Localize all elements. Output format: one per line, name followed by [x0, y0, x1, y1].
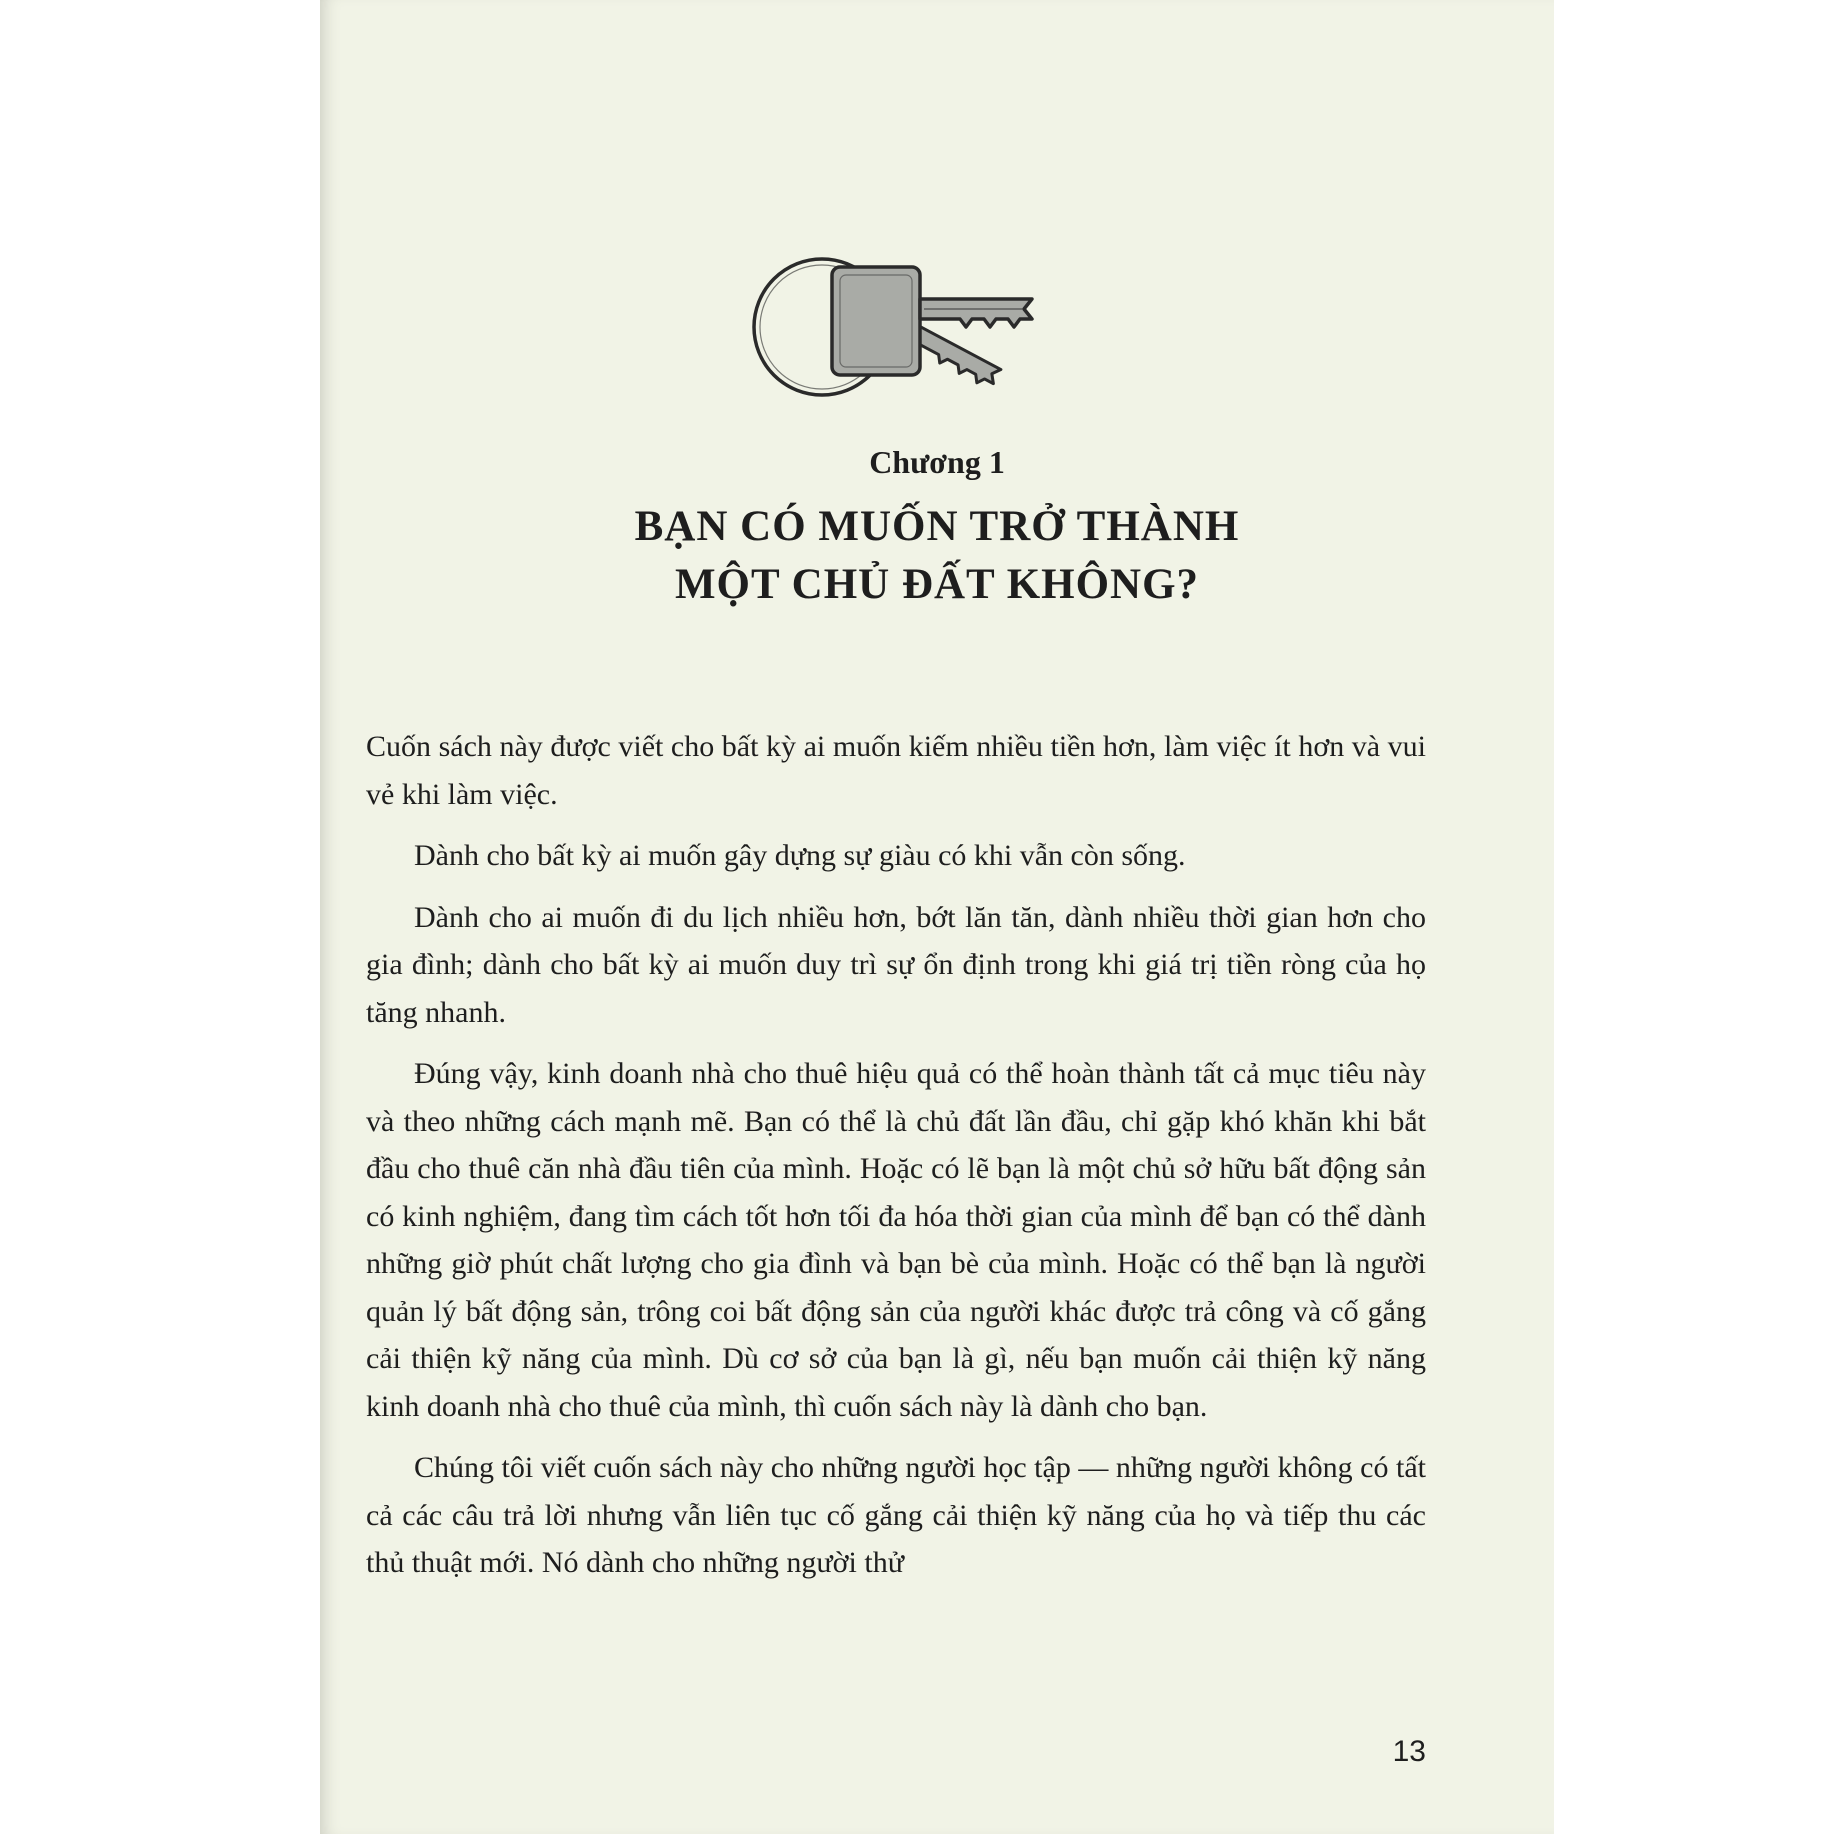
chapter-title-line-2: MỘT CHỦ ĐẤT KHÔNG? — [674, 561, 1200, 608]
page-left-margin — [0, 0, 320, 1834]
page-number: 13 — [1392, 1735, 1426, 1768]
body-text — [366, 723, 1426, 1601]
chapter-title-line-1: BẠN CÓ MUỐN TRỞ THÀNH — [634, 503, 1240, 550]
page-right-margin — [1554, 0, 1834, 1834]
paragraph-5: Chúng tôi viết cuốn sách này cho những người học tập — những người không có tất cả các câu trả lời nhưng vẫn liên tục cố gắng cải thiện kỹ năng của họ và tiếp thu các thủ thuật mới. Nó dành cho những người thử — [366, 1451, 1426, 1579]
chapter-label: Chương 1 — [869, 444, 1005, 480]
chapter-title — [320, 498, 1554, 614]
paragraph-3: Dành cho ai muốn đi du lịch nhiều hơn, bớt lăn tăn, dành nhiều thời gian hơn cho gia đình; dành cho bất kỳ ai muốn duy trì sự ổn định trong khi giá trị tiền ròng của họ tăng nhanh. — [366, 900, 1426, 1029]
paragraph-4: Đúng vậy, kinh doanh nhà cho thuê hiệu quả có thể hoàn thành tất cả mục tiêu này và theo những cách mạnh mẽ. Bạn có thể là chủ đất lần đầu, chỉ gặp khó khăn khi bắt đầu cho thuê căn nhà đầu tiên của mình. Hoặc có lẽ bạn là một chủ sở hữu bất động sản có kinh nghiệm, đang tìm cách tốt hơn tối đa hóa thời gian của mình để bạn có thể dành những giờ phút chất lượng cho gia đình và bạn bè của mình. Hoặc có thể bạn là người quản lý bất động sản, trông coi bất động sản của người khác được trả công và cố gắng cải thiện kỹ năng của mình. Dù cơ sở của bạn là gì, nếu bạn muốn cải thiện kỹ năng kinh doanh nhà cho thuê của mình, thì cuốn sách này là dành cho bạn. — [366, 1057, 1426, 1423]
paragraph-1: Cuốn sách này được viết cho bất kỳ ai muốn kiếm nhiều tiền hơn, làm việc ít hơn và vui vẻ khi làm việc. — [366, 730, 1426, 811]
key-ring-icon — [740, 235, 1040, 420]
key-front — [832, 267, 1032, 375]
paragraph-2: Dành cho bất kỳ ai muốn gây dựng sự giàu có khi vẫn còn sống. — [414, 839, 1186, 872]
